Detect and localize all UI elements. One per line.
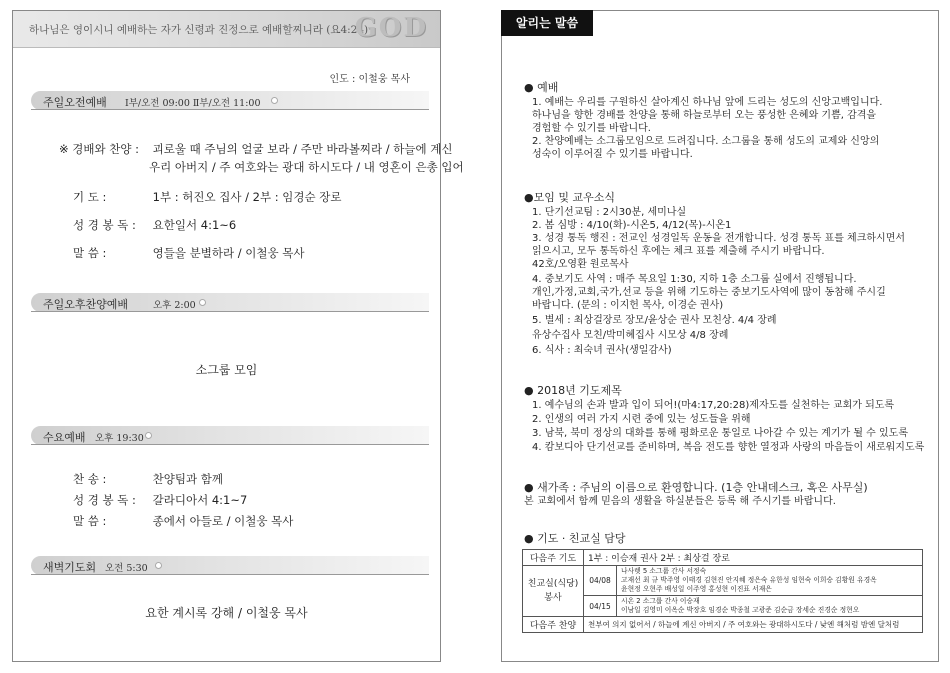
wed-reading-row: [73, 492, 247, 508]
duty-table: [522, 549, 923, 633]
fellowship-label: 친교실(식당) 봉사: [523, 566, 584, 617]
announcements-tab: 알리는 말씀: [501, 10, 593, 36]
reading-value: 요한일서 4:1~6: [152, 218, 237, 232]
morning-worship-title: 주일오전예배: [43, 96, 107, 109]
prayer-label: 기 도 :: [73, 190, 107, 204]
worship-line-5: 성숙이 이루어질 수 있기를 바랍니다.: [532, 149, 693, 160]
newcomer-heading: ● 새가족 : 주님의 이름으로 환영합니다. (1층 안내데스크, 혹은 사무실): [524, 481, 868, 494]
header-verse: 하나님은 영이시니 예배하는 자가 신령과 진정으로 예배할찌니라 (요4:24): [29, 24, 369, 36]
wed-reading-label: 성 경 봉 독 :: [73, 493, 136, 507]
wed-sermon-value: 종에서 아들로 / 이철웅 목사: [152, 514, 294, 528]
praise-line-2: 우리 아버지 / 주 여호와는 광대 하시도다 / 내 영혼이 은총 입어: [149, 160, 464, 174]
dawn-prayer-time: 오전 5:30: [105, 563, 148, 574]
fellowship-date-2: 04/15: [584, 596, 617, 617]
prayer2018-line-3: 3. 남북, 북미 정상의 대화를 통해 평화로운 통일로 나아갈 수 있는 계기가 될 수 있도록: [532, 428, 909, 439]
newcomer-line: 본 교회에서 함께 믿음의 생활을 하실분들은 등록 해 주시기를 바랍니다.: [524, 496, 836, 507]
praise-label: ※ 경배와 찬양 :: [59, 142, 140, 156]
header-banner: [13, 11, 440, 48]
sermon-label: 말 씀 :: [73, 246, 107, 260]
news-line-9: 5. 별세 : 최상걸장로 장모/윤상순 권사 모친상. 4/4 장례: [532, 315, 777, 326]
afternoon-body: 소그룹 모임: [195, 363, 258, 377]
praise-row: [59, 141, 452, 157]
news-line-6: 4. 중보기도 사역 : 매주 목요일 1:30, 지하 1층 소그룹 실에서 진행됩니다.: [532, 274, 857, 285]
worship-line-2: 하나님을 향한 경배를 찬양을 통해 하늘로부터 오는 풍성한 은혜와 기쁨, 감격을: [532, 110, 877, 121]
news-line-3: 3. 성경 통독 행진 : 전교인 성경일독 운동을 전개합니다. 성경 통독 표를 체크하시면서: [532, 233, 906, 244]
wed-praise-row: [73, 471, 223, 487]
afternoon-worship-time: 오후 2:00: [153, 300, 196, 311]
wed-sermon-label: 말 씀 :: [73, 514, 107, 528]
praise-line-1: 괴로울 때 주님의 얼굴 보라 / 주만 바라볼찌라 / 하늘에 계신: [152, 142, 453, 156]
fellowship-names-2-line-2: 이남일 김영미 이옥순 박장호 임경순 박종철 고광준 김순금 장세순 진경순 정현오: [621, 606, 860, 614]
news-heading: ●모임 및 교우소식: [524, 191, 615, 204]
morning-worship-time: Ⅰ부/오전 09:00 Ⅱ부/오전 11:00: [125, 98, 261, 109]
wed-sermon-row: [73, 513, 293, 529]
fellowship-date-1: 04/08: [584, 566, 617, 596]
worship-leader: 인도 : 이철웅 목사: [329, 74, 410, 85]
news-line-7: 개인,가정,교회,국가,선교 등을 위해 기도하는 중보기도사역에 많이 동참해 주시길: [532, 287, 886, 298]
duty-heading: ● 기도 · 친교실 담당: [524, 532, 626, 545]
news-line-11: 6. 식사 : 최숙녀 권사(생일감사): [532, 345, 672, 356]
worship-line-1: 1. 예배는 우리를 구원하신 살아계신 하나님 앞에 드리는 성도의 신앙고백입니다.: [532, 97, 883, 108]
prayer2018-line-2: 2. 인생의 여러 가지 시련 중에 있는 성도들을 위해: [532, 414, 751, 425]
table-row: [523, 550, 923, 566]
dawn-prayer-header: [31, 556, 429, 575]
wed-praise-label: 찬 송 :: [73, 472, 107, 486]
fellowship-names-1-line-2: 고재선 최 규 박주영 이태경 김현진 안지혜 정은숙 유한성 임현숙 이희승 김황원 유경옥: [621, 576, 877, 584]
reading-row: [73, 217, 236, 233]
dawn-prayer-title: 새벽기도회: [43, 561, 97, 574]
prayer-row: [73, 189, 341, 205]
next-praise-value: 천부여 의지 없어서 / 하늘에 계신 아버지 / 주 여호와는 광대하시도다 / 낮엔 해처럼 밤엔 달처럼: [584, 617, 923, 633]
next-praise-label: 다음주 찬양: [523, 617, 584, 633]
god-logo: GOD: [354, 13, 428, 43]
prayer2018-line-4: 4. 캄보디아 단기선교를 준비하며, 복음 전도를 향한 열정과 사랑의 마음들이 새로워지도록: [532, 442, 925, 453]
right-announcements-page: [501, 10, 939, 662]
table-row: [523, 617, 923, 633]
sermon-value: 영들을 분별하라 / 이철웅 목사: [152, 246, 305, 260]
fellowship-names-2: [617, 596, 923, 617]
fellowship-names-1-line-3: 윤현정 오현주 배성일 이주영 홍성현 이진표 서재은: [621, 585, 772, 593]
news-line-4: 읽으시고, 모두 통독하신 후에는 체크 표를 제출해 주시기 바랍니다.: [532, 246, 825, 257]
wed-praise-value: 찬양팀과 함께: [152, 472, 223, 486]
prayer2018-line-1: 1. 예수님의 손과 발과 입이 되어!(마4:17,20:28)제자도를 실천하는 교회가 되도록: [532, 400, 895, 411]
left-bulletin-page: [12, 10, 464, 662]
wednesday-worship-header: [31, 426, 429, 445]
worship-line-4: 2. 찬양예배는 소그룹모임으로 드려집니다. 소그룹을 통해 성도의 교제와 신앙의: [532, 136, 880, 147]
morning-worship-header: [31, 91, 429, 110]
prayer-value: 1부 : 허진오 집사 / 2부 : 임경순 장로: [152, 190, 342, 204]
news-line-2: 2. 봄 심방 : 4/10(화)-시온5, 4/12(목)-시온1: [532, 220, 732, 231]
prayer2018-heading: ● 2018년 기도제목: [524, 384, 622, 397]
news-line-1: 1. 단기선교팀 : 2시30분, 세미나실: [532, 207, 687, 218]
bullet-dot-icon: [271, 97, 278, 104]
news-line-8: 바랍니다. (문의 : 이지헌 목사, 이경순 권사): [532, 300, 724, 311]
news-line-10: 유상수집사 모친/박미혜집사 시모상 4/8 장례: [532, 330, 729, 341]
afternoon-worship-header: [31, 293, 429, 312]
wednesday-worship-time: 오후 19:30: [95, 433, 144, 444]
next-prayer-label: 다음주 기도: [523, 550, 584, 566]
worship-heading: ● 예배: [524, 81, 559, 94]
bullet-dot-icon: [199, 299, 206, 306]
afternoon-worship-title: 주일오후찬양예배: [43, 298, 129, 311]
fellowship-names-1: [617, 566, 923, 596]
wednesday-worship-title: 수요예배: [43, 431, 86, 444]
bullet-dot-icon: [155, 562, 162, 569]
table-row: [523, 566, 923, 596]
fellowship-names-1-line-1: 나사렛 5 소그룹 간사 서정숙: [621, 567, 707, 575]
dawn-body: 요한 계시록 강해 / 이철웅 목사: [145, 606, 308, 620]
bullet-dot-icon: [145, 432, 152, 439]
worship-line-3: 경험할 수 있기를 바랍니다.: [532, 123, 651, 134]
next-prayer-value: 1부 : 이승재 권사 2부 : 최상걸 장로: [584, 550, 923, 566]
fellowship-names-2-line-1: 시온 2 소그룹 간사 이승재: [621, 597, 700, 605]
news-line-5: 42호/오영환 원로목사: [532, 259, 629, 270]
wed-reading-value: 갈라디아서 4:1~7: [152, 493, 248, 507]
reading-label: 성 경 봉 독 :: [73, 218, 136, 232]
sermon-row: [73, 245, 304, 261]
